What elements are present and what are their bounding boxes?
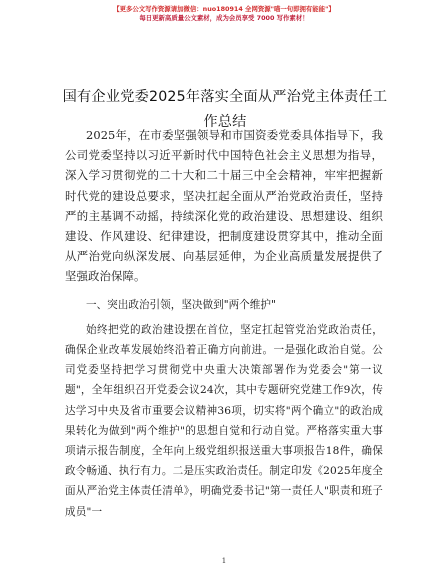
promo-banner-line-1: 【更多公文写作资源请加微信：nuo180914 全网资源"喵一句即拥有能能"】 [113, 5, 335, 13]
intro-paragraph: 2025年，在市委坚强领导和市国资委党委具体指导下，我公司党委坚持以习近平新时代中国特色社会主义思想为指导，深入学习贯彻党的二十大和二十届三中全会精神，牢牢把握新时代党的建设总要求，坚决扛起全面从严治党政治责任，坚持严的主基调不动摇，持续深化党的政治建设、思想建设、组织建设、作风建设、纪律建设，把制度建设贯穿其中，推动全面从严治党向纵深发展、向基层延伸，为企业高质量发展提供了坚强政治保障。 [65, 128, 383, 284]
section-1-heading: 一、突出政治引领，坚决做到"两个维护" [86, 298, 276, 311]
page-number: 1 [221, 557, 227, 565]
document-body [65, 125, 383, 522]
document-title: 国有企业党委2025年落实全面从严治党主体责任工作总结 [62, 89, 388, 130]
section-1-paragraph: 始终把党的政治建设摆在首位，坚定扛起管党治党政治责任，确保企业改革发展始终沿着正确方向前进。一是强化政治自觉。公司党委坚持把学习贯彻党中央重大决策部署作为党委会"第一议题"，全年组织召开党委会议24次，其中专题研究党建工作9次，传达学习中央及省市重要会议精神36项，切实将"两个确立"的政治成果转化为做到"两个维护"的思想自觉和行动自觉。严格落实重大事项请示报告制度，全年向上级党组织报送重大事项报告18件，确保政令畅通、执行有力。二是压实政治责任。制定印发《2025年度全面从严治党主体责任清单》，明确党委书记"第一责任人"职责和班子成员"一 [65, 323, 383, 518]
promo-banner [0, 5, 448, 23]
promo-banner-line-2: 每日更新高质量公文素材，成为会员享受 7000 写作素材！ [139, 14, 309, 22]
